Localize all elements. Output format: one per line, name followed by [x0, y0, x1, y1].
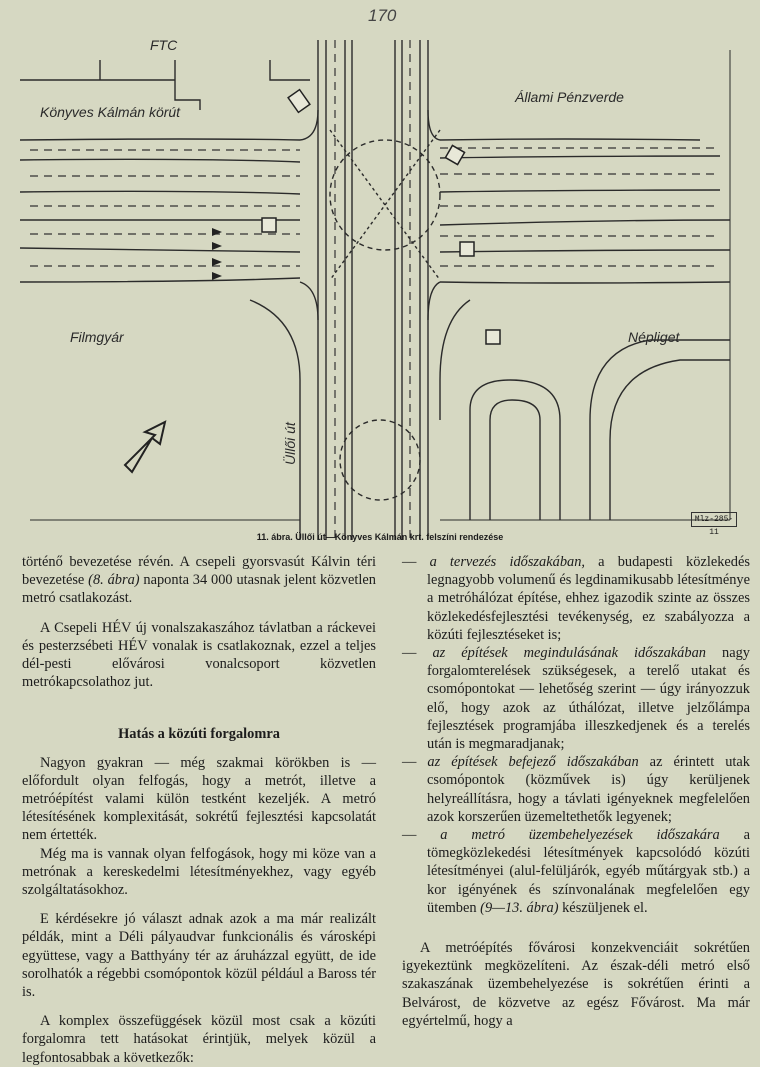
- list-item: — az építések megindulásának időszakában nagy forgalomterelések szükségesek, a terelő utakat és csomópontokat — lehetőség szerint — úgy irányozzuk elő, hogy azok az úthálózat, illetve jelzőlámpa fejlesztések programjába illeszkedjenek és a terelés után is megmaradjanak;: [402, 645, 750, 753]
- list-item: — a tervezés időszakában, a budapesti közlekedés legnagyobb volumenű és legdinamikusabb létesítménye a metróhálózat építése, ehhez igazodik szinte az összes közlekedésfejlesztési tevékenység, ez szabályozza a közúti fejlesztéseket is;: [402, 554, 750, 643]
- paragraph: történő bevezetése révén. A csepeli gyorsvasút Kálvin téri bevezetése (8. ábra) naponta 34 000 utasnak jelent közvetlen metró csatlakozást.: [22, 554, 376, 607]
- paragraph: Nagyon gyakran — még szakmai körökben is — előfordult olyan felfogás, hogy a metrót, illetve a metróépítést valami külön testként kezeljék. A metró létesítésének komplexitását, sokrétű fejlesztési kapcsolatát nem értették.: [22, 754, 376, 844]
- label-nepliget: Népliget: [628, 329, 680, 345]
- figure-caption: 11. ábra. Üllői út—Könyves Kálmán krt. felszíni rendezése: [256, 532, 504, 542]
- right-column: [402, 553, 750, 1030]
- paragraph: A metróépítés fővárosi konzekvenciáit sokrétűen igyekeztünk megközelíteni. Az észak-déli metró első szakaszának üzembehelyezése is sokrétűen érinti a Belvárost, de közvetve az egész Fővárost. Ma már egyértelmű, hogy a: [402, 940, 750, 1029]
- list-item: — az építések befejező időszakában az érintett utak csomópontok (közművek is) úgy kerüljenek helyreállításra, hogy a távlati igényeknek megfelelően azok korszerűen üzemeltethetők legyenek;: [402, 754, 750, 825]
- label-ulloi-ut: Üllői út: [282, 422, 298, 465]
- label-korut: Könyves Kálmán körút: [40, 104, 181, 120]
- intersection-plan-figure: [0, 20, 760, 540]
- paragraph: A komplex összefüggések közül most csak a közúti forgalomra tett hatásokat érintjük, melyek közül a legfontosabbak a következők:: [22, 1013, 376, 1066]
- paragraph: E kérdésekre jó választ adnak azok a ma már realizált példák, mint a Déli pályaudvar funkcionális és városképi együttese, vagy a Batthyány tér az áruházzal együtt, de ide sorolhatók a régebbi csomópontok közül például a Baross tér is.: [22, 911, 376, 1001]
- section-heading: Hatás a közúti forgalomra: [118, 726, 280, 743]
- left-column: [22, 553, 376, 1067]
- paragraph: Még ma is vannak olyan felfogások, hogy mi köze van a metrónak a kereskedelmi létesítményekhez, vagy egyéb szolgáltatásokhoz.: [22, 845, 376, 899]
- figure-code: Mlz-285-11: [691, 512, 737, 527]
- label-filmgyar: Filmgyár: [70, 329, 124, 345]
- label-ftc: FTC: [150, 37, 178, 53]
- list-item: — a metró üzembehelyezések időszakára a tömegközlekedési létesítmények kapcsolódó közúti létesítményei (alul-felüljárók, egyéb műtárgyak stb.) a kor igényének és színvonalának megfelelően egy ütemben (9—13. ábra) készüljenek el.: [402, 827, 750, 916]
- intersection-plan-drawing: [0, 20, 760, 540]
- label-penzverde: Állami Pénzverde: [515, 89, 624, 105]
- paragraph: A Csepeli HÉV új vonalszakaszához távlatban a ráckevei és pesterzsébeti HÉV vonalak is csatlakoznak, ezzel a teljes dél-pesti elővárosi vonalcsoport közvetlen metrókapcsolathoz jut.: [22, 619, 376, 691]
- page-number: 170: [368, 6, 397, 25]
